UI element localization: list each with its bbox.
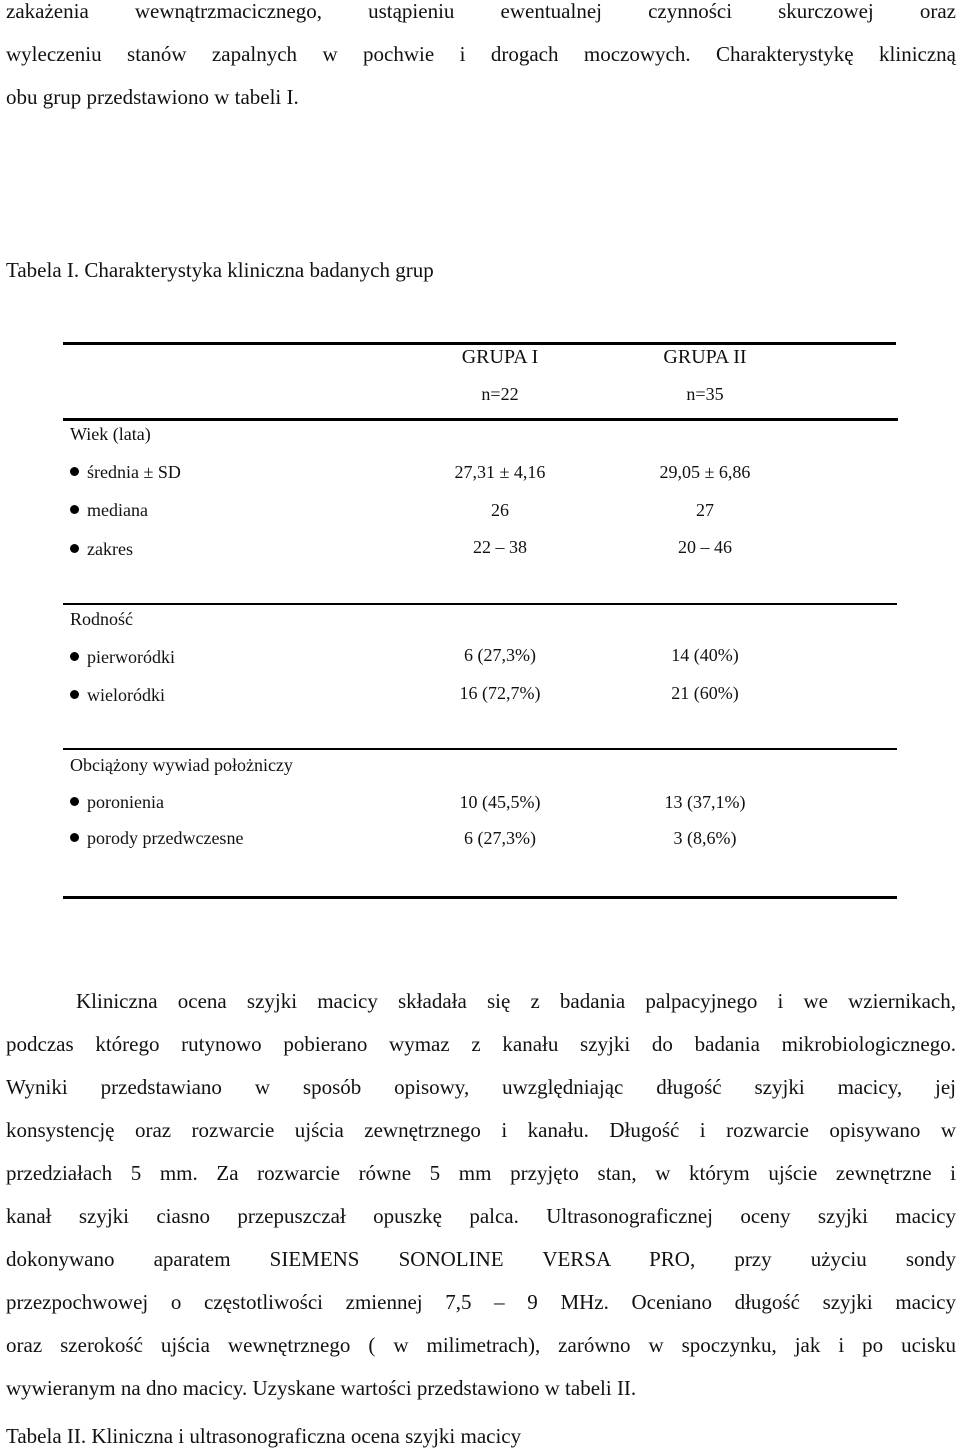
row-value-g2: 13 (37,1%) [664,792,746,812]
text-line: wywieranym na dno macicy. Uzyskane wartości przedstawiono w tabeli II. [6,1376,637,1400]
table-rule-section [63,748,897,750]
text-line: Wyniki przedstawiano w sposób opisowy, uwzględniając długość szyjki macicy, jej [6,1075,956,1099]
text-line: zakażenia wewnątrzmacicznego, ustąpieniu ewentualnej czynności skurczowej oraz [6,0,956,23]
row-value-g1: 27,31 ± 4,16 [454,462,546,482]
text-line: kanał szyjki ciasno przepuszczał opuszkę palca. Ultrasonograficznej oceny szyjki macicy [6,1204,956,1228]
row-value-g2: 27 [696,500,714,520]
group2-count: n=35 [686,384,724,404]
section-title-age: Wiek (lata) [70,424,151,444]
row-value-g2: 3 (8,6%) [673,828,737,848]
text-line: Kliniczna ocena szyjki macicy składała się z badania palpacyjnego i we wziernikach, [76,989,956,1013]
row-label: wieloródki [70,685,165,706]
text-line: podczas którego rutynowo pobierano wymaz z kanału szyjki do badania mikrobiologicznego. [6,1032,956,1056]
row-value-g1: 22 – 38 [473,537,527,557]
row-value-g2: 20 – 46 [678,537,732,557]
text-line: dokonywano aparatem SIEMENS SONOLINE VERSA PRO, przy użyciu sondy [6,1247,956,1271]
row-value-g2: 14 (40%) [671,645,739,665]
row-value-g1: 26 [491,500,509,520]
text-line: obu grup przedstawiono w tabeli I. [6,85,299,109]
row-value-g1: 6 (27,3%) [464,828,536,848]
text-line: przedziałach 5 mm. Za rozwarcie równe 5 mm przyjęto stan, w którym ujście zewnętrzne i [6,1161,956,1185]
section-title-obstetric-history: Obciążony wywiad położniczy [70,755,293,775]
text-line: oraz szerokość ujścia wewnętrznego ( w milimetrach), zarówno w spoczynku, jak i po ucisku [6,1333,956,1357]
text-line: konsystencję oraz rozwarcie ujścia zewnętrznego i kanału. Długość i rozwarcie opisywano w [6,1118,956,1142]
body-paragraph [6,980,956,1410]
section-title-parity: Rodność [70,609,133,629]
row-label: średnia ± SD [70,462,181,483]
group2-header: GRUPA II [663,346,747,368]
group1-count: n=22 [481,384,519,404]
row-value-g1: 10 (45,5%) [459,792,541,812]
row-value-g2: 21 (60%) [671,683,739,703]
row-value-g1: 6 (27,3%) [464,645,536,665]
table1-caption: Tabela I. Charakterystyka kliniczna badanych grup [6,258,434,282]
row-value-g2: 29,05 ± 6,86 [659,462,751,482]
text-line: wyleczeniu stanów zapalnych w pochwie i drogach moczowych. Charakterystykę kliniczną [6,42,956,66]
row-value-g1: 16 (72,7%) [459,683,541,703]
group1-header: GRUPA I [461,346,539,368]
table-rule-section [63,603,897,605]
text-line: przezpochwowej o częstotliwości zmiennej 7,5 – 9 MHz. Oceniano długość szyjki macicy [6,1290,956,1314]
row-label: mediana [70,500,148,521]
row-label: pierworódki [70,647,175,668]
row-label: zakres [70,539,133,560]
row-label: porody przedwczesne [70,828,243,849]
table-rule-header [63,418,898,421]
table-rule-bottom [63,896,897,899]
table-rule-top [63,342,896,345]
row-label: poronienia [70,792,164,813]
table2-caption: Tabela II. Kliniczna i ultrasonograficzna ocena szyjki macicy [6,1424,522,1448]
